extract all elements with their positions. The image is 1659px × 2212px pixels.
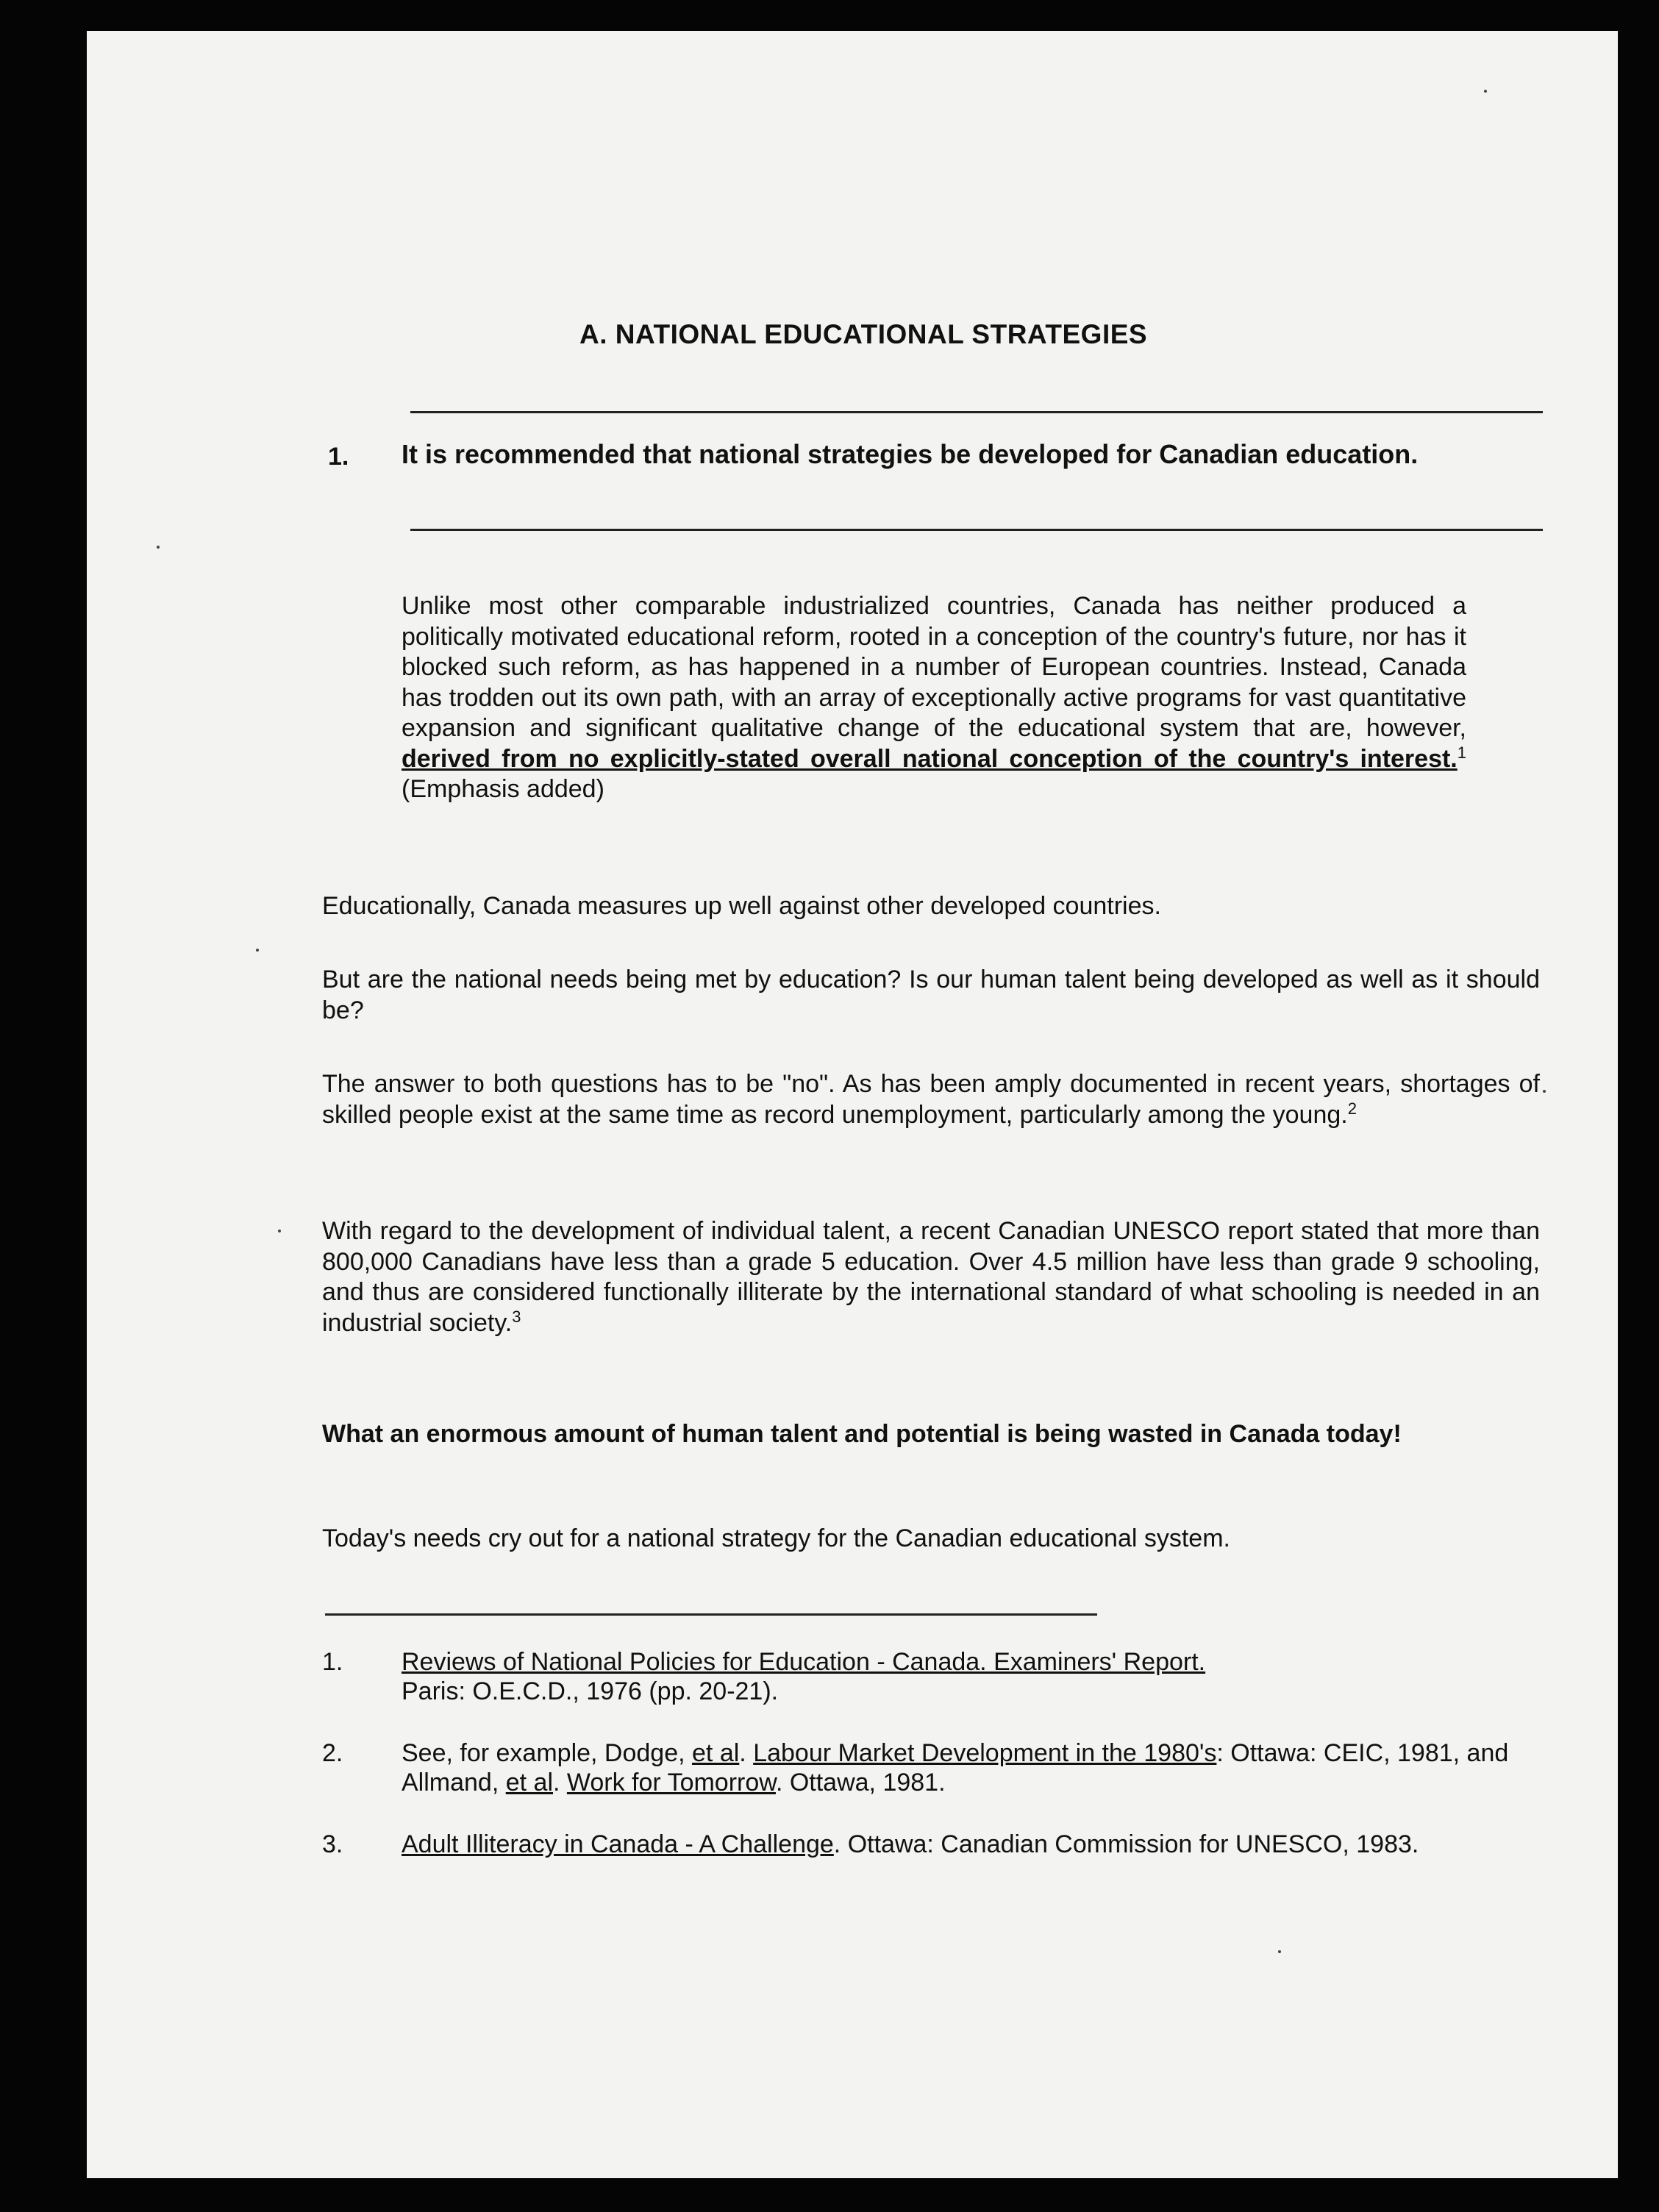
scan-speck (278, 1230, 281, 1232)
footnote-3-number: 3. (322, 1830, 343, 1858)
footnote-3 (322, 1830, 1540, 1859)
paragraph-4 (322, 1216, 1540, 1338)
footnote-1-number: 1. (322, 1648, 343, 1676)
quote-footnote-ref: 1 (1457, 743, 1466, 762)
paragraph-3-text: The answer to both questions has to be "no". As has been amply documented in recent years, shortages of skilled people exist at the same time as record unemployment, particularly among the young. (322, 1070, 1540, 1129)
scan-speck (256, 949, 259, 952)
paragraph-6: Today's needs cry out for a national strategy for the Canadian educational system. (322, 1524, 1230, 1552)
paragraph-5: What an enormous amount of human talent and potential is being wasted in Canada today! (322, 1420, 1402, 1448)
footnote-separator (325, 1613, 1097, 1616)
footnote-2-work-1: Labour Market Development in the 1980's (753, 1739, 1217, 1767)
paragraph-3-footnote-ref: 2 (1347, 1099, 1357, 1118)
scan-speck (1484, 90, 1487, 93)
quote-emphasis-note: (Emphasis added) (402, 775, 604, 803)
scan-speck (157, 546, 160, 549)
quote-text: Unlike most other comparable industrialized countries, Canada has neither produced a politically motivated educational reform, rooted in a conception of the country's future, nor has it blocked such reform, as has happened in a number of European countries. Instead, Canada has trodden out its own path, with an array of exceptionally active programs for vast quantitative expansion and significant qualitative change of the educational system that are, however, (402, 592, 1466, 742)
quote-emphasis: derived from no explicitly-stated overall national conception of the country's interest. (402, 744, 1458, 773)
document-page (87, 31, 1618, 2178)
recommendation-number: 1. (328, 443, 349, 471)
footnote-1 (322, 1647, 1540, 1706)
footnote-2-sep-1: . (739, 1739, 754, 1767)
footnote-2-tail: . Ottawa, 1981. (775, 1769, 946, 1797)
block-quote (402, 591, 1466, 805)
paragraph-2: But are the national needs being met by education? Is our human talent being developed as well as it should be? (322, 966, 1540, 1024)
paragraph-1: Educationally, Canada measures up well against other developed countries. (322, 892, 1161, 920)
footnote-2 (322, 1738, 1540, 1797)
paragraph-3 (322, 1069, 1540, 1130)
footnote-2-etal-1: et al (692, 1739, 740, 1767)
paragraph-4-text: With regard to the development of individual talent, a recent Canadian UNESCO report stated that more than 800,000 Canadians have less than a grade 5 education. Over 4.5 million have less than grade 9 schooling, and thus are considered functionally illiterate by the international standard of what schooling is needed in an industrial society. (322, 1217, 1540, 1337)
scan-speck (1543, 1090, 1546, 1093)
recommendation-bottom-rule (410, 529, 1543, 531)
scan-speck (1278, 1950, 1281, 1953)
footnote-3-source: . Ottawa: Canadian Commission for UNESCO, 1983. (833, 1830, 1419, 1858)
footnote-3-title: Adult Illiteracy in Canada - A Challenge (402, 1830, 834, 1858)
page-title: A. NATIONAL EDUCATIONAL STRATEGIES (579, 319, 1148, 349)
footnote-2-sep-2: . (553, 1769, 567, 1797)
recommendation-text: It is recommended that national strategies be developed for Canadian education. (402, 439, 1419, 469)
footnote-2-lead: See, for example, Dodge, (402, 1739, 693, 1767)
footnote-2-mid: : Ottawa: CEIC, 1981, and Allmand, (402, 1739, 1509, 1797)
footnote-2-work-2: Work for Tomorrow (566, 1769, 776, 1797)
footnote-2-number: 2. (322, 1739, 343, 1767)
footnote-1-title: Reviews of National Policies for Education - Canada. Examiners' Report. (402, 1648, 1206, 1676)
footnote-1-source: Paris: O.E.C.D., 1976 (pp. 20-21). (402, 1677, 779, 1705)
paragraph-4-footnote-ref: 3 (512, 1307, 521, 1326)
footnote-2-etal-2: et al (505, 1769, 553, 1797)
top-rule (410, 411, 1543, 413)
